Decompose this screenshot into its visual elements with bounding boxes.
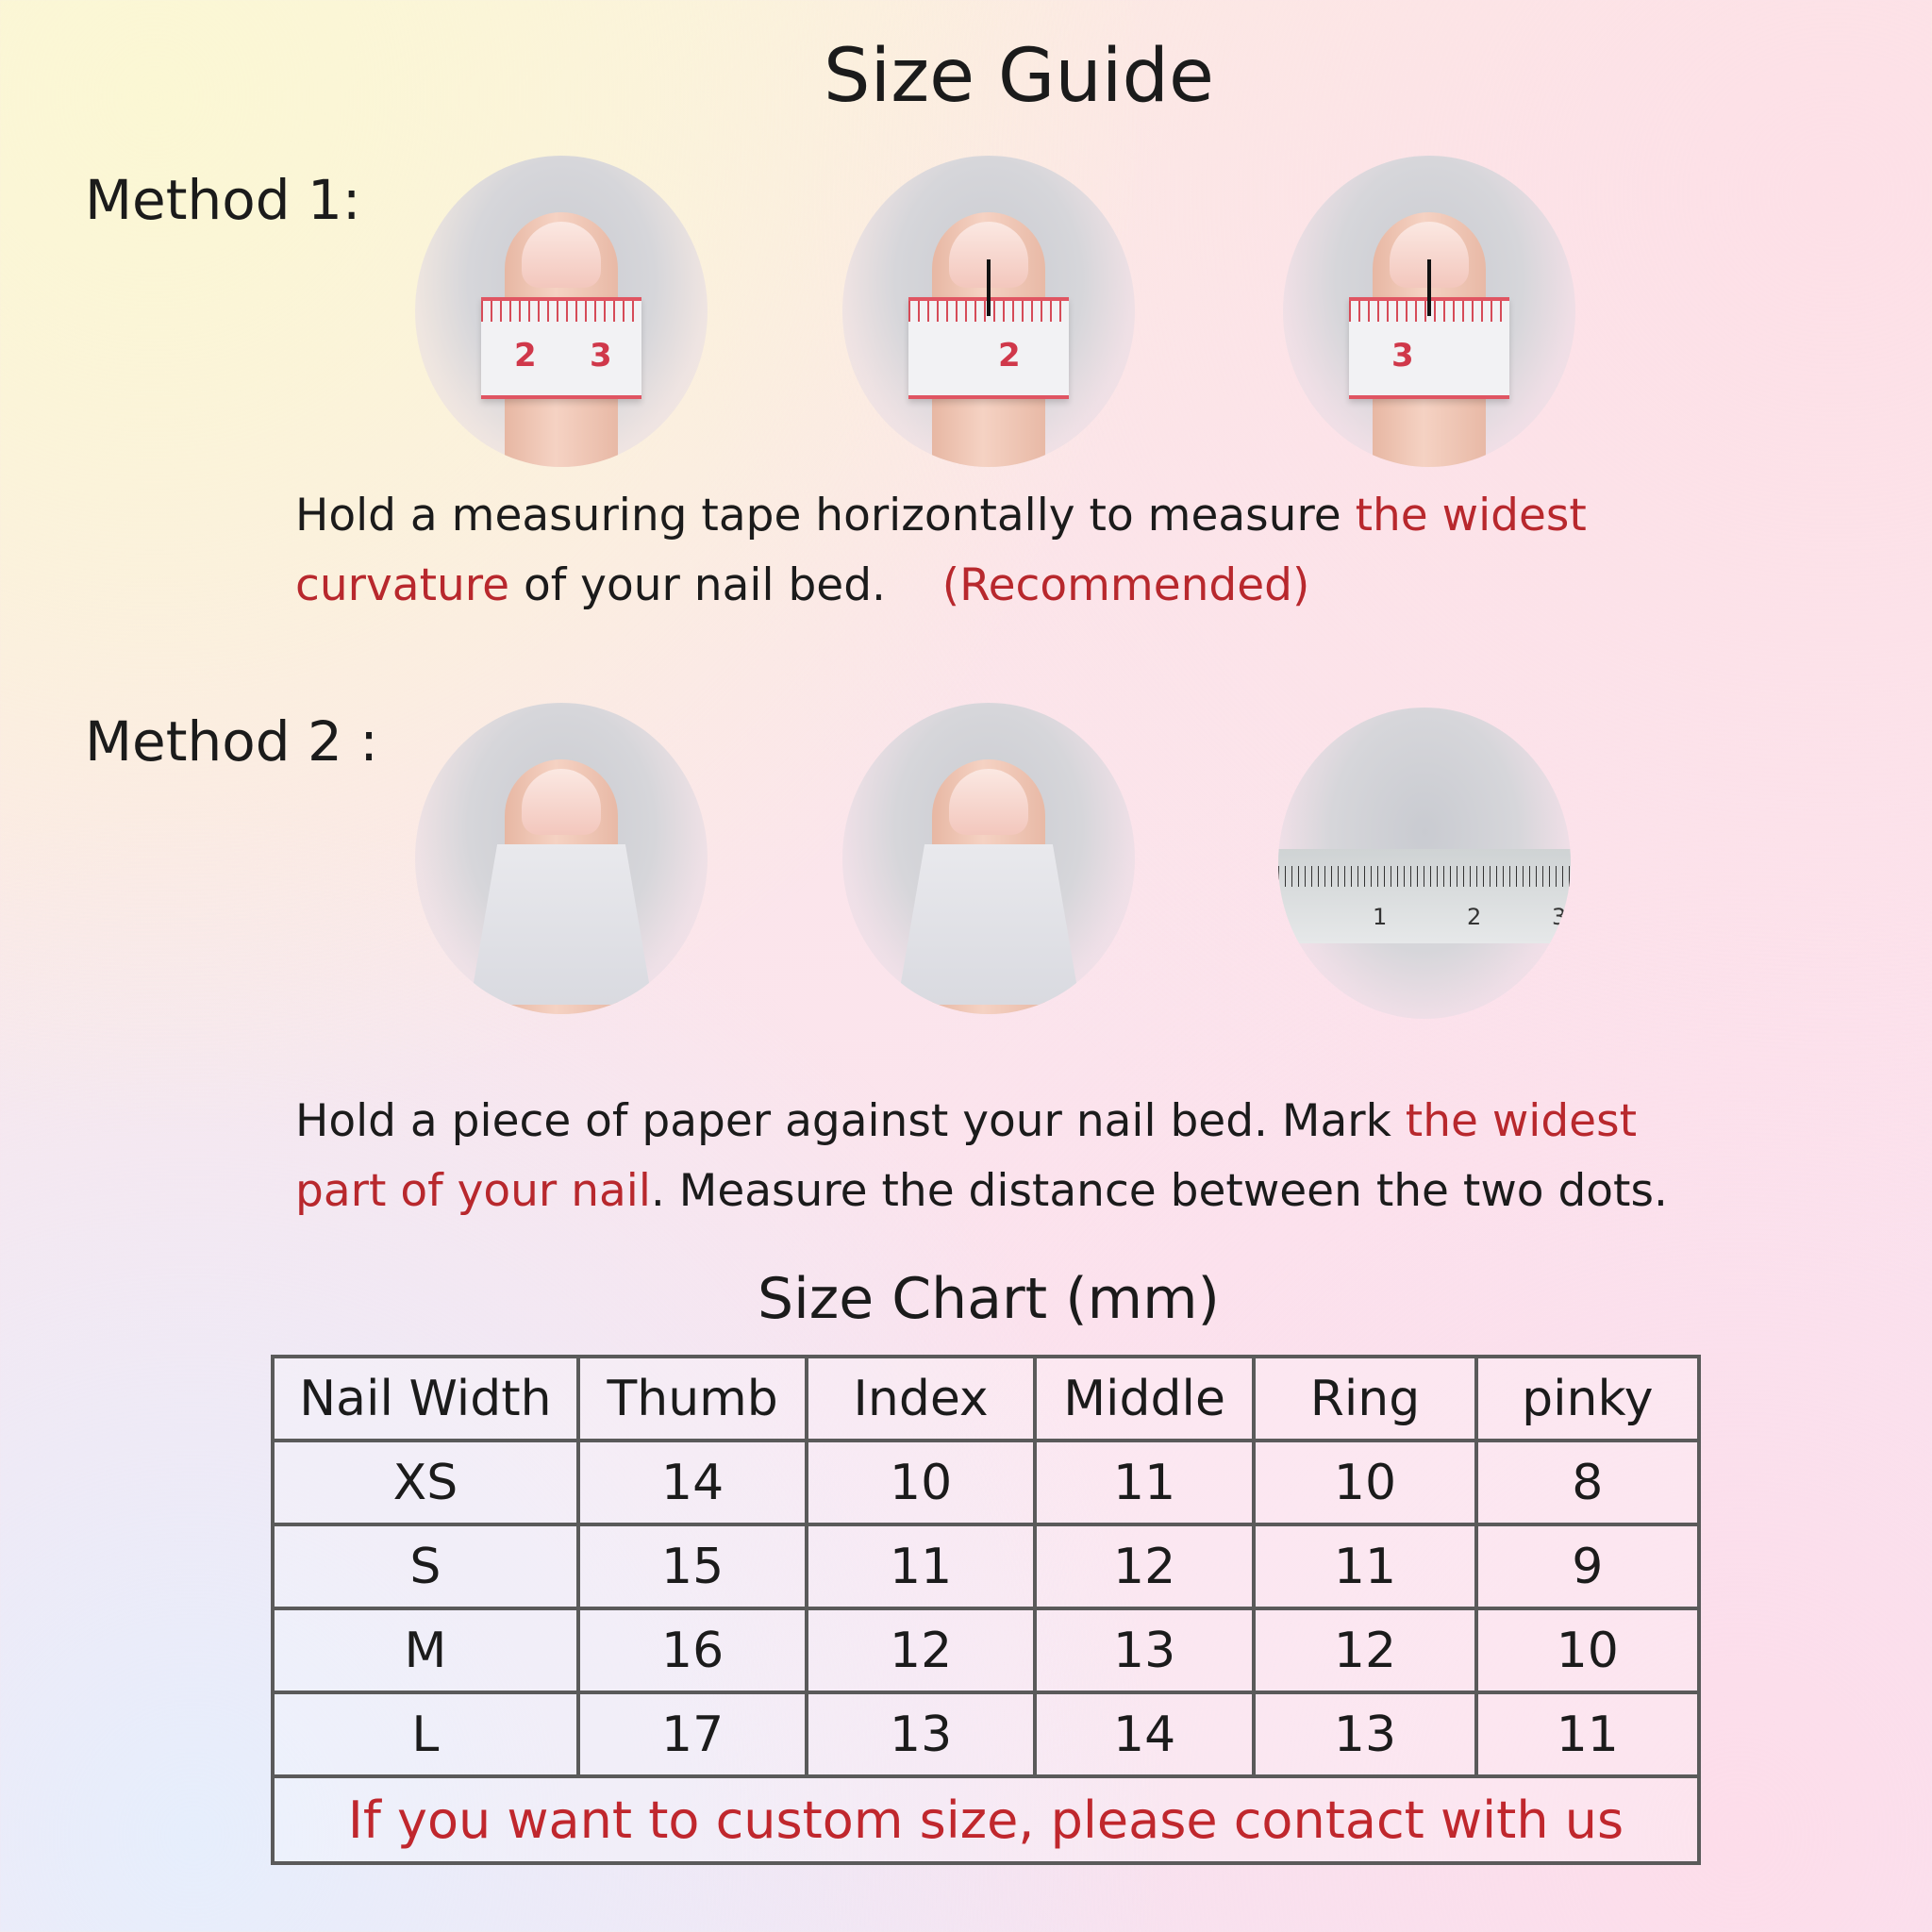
table-row <box>273 1441 1699 1524</box>
method-2-highlight: the widest part of your nail <box>295 1095 1638 1217</box>
table-cell: S <box>273 1524 578 1608</box>
custom-size-note: If you want to custom size, please contact with us <box>273 1776 1699 1863</box>
table-cell: 12 <box>1035 1524 1255 1608</box>
table-cell: 15 <box>578 1524 808 1608</box>
method-2-label: Method 2 : <box>85 709 378 774</box>
recommended-note: (Recommended) <box>941 559 1310 611</box>
table-cell: L <box>273 1692 578 1776</box>
size-chart-table <box>271 1355 1701 1865</box>
table-cell: 10 <box>1476 1608 1699 1692</box>
table-cell: 12 <box>807 1608 1034 1692</box>
paper-strip <box>897 844 1080 1005</box>
pen-mark <box>987 259 991 316</box>
tape-number: 2 <box>998 337 1021 375</box>
method-1-photo-1 <box>415 156 708 467</box>
method-1-instructions <box>295 481 1673 621</box>
ruler-number: 3 <box>1552 904 1567 930</box>
table-cell: 14 <box>578 1441 808 1524</box>
ruler-number: 1 <box>1373 904 1388 930</box>
method-1-photo-2 <box>842 156 1135 467</box>
table-cell: 8 <box>1476 1441 1699 1524</box>
table-row <box>273 1692 1699 1776</box>
table-header-row <box>273 1357 1699 1441</box>
table-cell: 10 <box>807 1441 1034 1524</box>
ruler-number: 2 <box>1467 904 1482 930</box>
table-cell: XS <box>273 1441 578 1524</box>
method-2-text-b: . Measure the distance between the two dots. <box>650 1165 1668 1217</box>
table-cell: 13 <box>1254 1692 1475 1776</box>
method-1-photo-3 <box>1283 156 1575 467</box>
table-cell: 16 <box>578 1608 808 1692</box>
pen-mark <box>1427 259 1431 316</box>
tape-number: 3 <box>1391 337 1414 375</box>
tape-ticks <box>481 301 641 322</box>
table-cell: 10 <box>1254 1441 1475 1524</box>
tape-number: 2 <box>514 337 537 375</box>
table-cell: 13 <box>807 1692 1034 1776</box>
table-header-cell: pinky <box>1476 1357 1699 1441</box>
ruler-ticks <box>1278 866 1571 887</box>
method-2-photo-2 <box>842 703 1135 1014</box>
method-2-photo-3 <box>1278 708 1571 1019</box>
measuring-tape <box>481 297 641 399</box>
method-1-text-b: of your nail bed. <box>509 559 886 611</box>
table-row <box>273 1608 1699 1692</box>
method-1-highlight: the widest curvature <box>295 490 1587 611</box>
ruler <box>1278 849 1571 943</box>
table-header-cell: Middle <box>1035 1357 1255 1441</box>
table-cell: 13 <box>1035 1608 1255 1692</box>
size-chart-title: Size Chart (mm) <box>758 1266 1220 1332</box>
table-header-cell: Ring <box>1254 1357 1475 1441</box>
table-footer-row <box>273 1776 1699 1863</box>
table-row <box>273 1524 1699 1608</box>
table-header-cell: Nail Width <box>273 1357 578 1441</box>
table-cell: 17 <box>578 1692 808 1776</box>
page-title: Size Guide <box>824 34 1214 119</box>
table-cell: M <box>273 1608 578 1692</box>
table-cell: 14 <box>1035 1692 1255 1776</box>
table-cell: 11 <box>1476 1692 1699 1776</box>
table-cell: 11 <box>1254 1524 1475 1608</box>
table-cell: 11 <box>1035 1441 1255 1524</box>
table-cell: 9 <box>1476 1524 1699 1608</box>
method-1-text-a: Hold a measuring tape horizontally to measure <box>295 490 1356 541</box>
method-1-label: Method 1: <box>85 168 361 232</box>
method-2-text-a: Hold a piece of paper against your nail bed. Mark <box>295 1095 1406 1147</box>
table-cell: 12 <box>1254 1608 1475 1692</box>
table-header-cell: Thumb <box>578 1357 808 1441</box>
table-cell: 11 <box>807 1524 1034 1608</box>
method-2-instructions <box>295 1087 1729 1226</box>
method-2-photo-1 <box>415 703 708 1014</box>
paper-strip <box>470 844 653 1005</box>
table-header-cell: Index <box>807 1357 1034 1441</box>
tape-number: 3 <box>590 337 612 375</box>
